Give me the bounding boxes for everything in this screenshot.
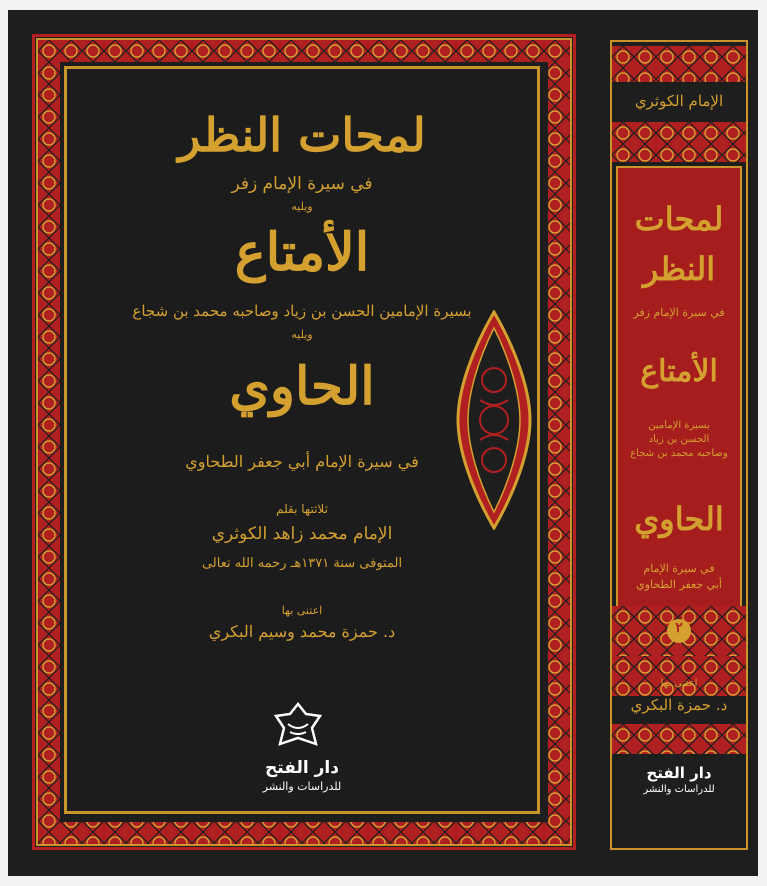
spine-upper-band bbox=[612, 122, 746, 162]
publisher-logo-icon bbox=[258, 702, 338, 756]
spine-publisher: دار الفتح bbox=[646, 764, 712, 782]
publisher-name: دار الفتح bbox=[265, 758, 339, 778]
editor: د. حمزة محمد وسيم البكري bbox=[208, 622, 396, 641]
subtitle-3: في سيرة الإمام أبي جعفر الطحاوي bbox=[185, 452, 419, 471]
spine-bottom-band bbox=[612, 656, 746, 696]
author-note: المتوفى سنة ١٣٧١هـ رحمه الله تعالى bbox=[201, 556, 403, 571]
spine-editor: د. حمزة البكري bbox=[630, 696, 728, 714]
publisher-subtitle: للدراسات والنشر bbox=[262, 780, 342, 793]
spine-subtitle-1: في سيرة الإمام زفر bbox=[633, 306, 725, 319]
spine-title-3: الحاوي bbox=[634, 500, 724, 538]
spine-subtitle-2c: وصاحبه محمد بن شجاع bbox=[630, 448, 728, 459]
spine-bottom-ornament bbox=[612, 724, 746, 754]
subtitle-1: في سيرة الإمام زفر bbox=[231, 174, 373, 194]
spine-editor-label: اعتنى بها bbox=[660, 678, 698, 689]
spine-publisher-subtitle: للدراسات والنشر bbox=[643, 784, 715, 795]
spine-subtitle-3a: في سيرة الإمام bbox=[643, 562, 715, 575]
editor-label: اعتنى بها bbox=[281, 604, 323, 617]
spine-top-band bbox=[612, 46, 746, 82]
by-label: ثلاثتها بقلم bbox=[276, 502, 328, 516]
subtitle-2: بسيرة الإمامين الحسن بن زياد وصاحبه محمد بن شجاع bbox=[132, 302, 472, 320]
author: الإمام محمد زاهد الكوثري bbox=[211, 524, 393, 544]
side-medallion bbox=[456, 310, 532, 530]
connector-1: ويليه bbox=[291, 200, 313, 213]
title-3: الحاوي bbox=[229, 356, 375, 417]
spine-subtitle-3b: أبي جعفر الطحاوي bbox=[636, 578, 722, 591]
spine-author: الإمام الكوثري bbox=[634, 92, 724, 110]
spine-title-1a: لمحات bbox=[634, 200, 724, 238]
spine-subtitle-2b: الحسن بن زياد bbox=[648, 434, 710, 445]
title-2: الأمتاع bbox=[234, 222, 370, 283]
spine-title-2: الأمتاع bbox=[640, 354, 718, 389]
spine-subtitle-2a: بسيرة الإمامين bbox=[648, 420, 710, 431]
spine-title-1b: النظر bbox=[642, 250, 716, 288]
title-1: لمحات النظر bbox=[178, 108, 426, 162]
connector-2: ويليه bbox=[291, 328, 313, 341]
spine-volume-number: ٢ bbox=[675, 620, 683, 636]
